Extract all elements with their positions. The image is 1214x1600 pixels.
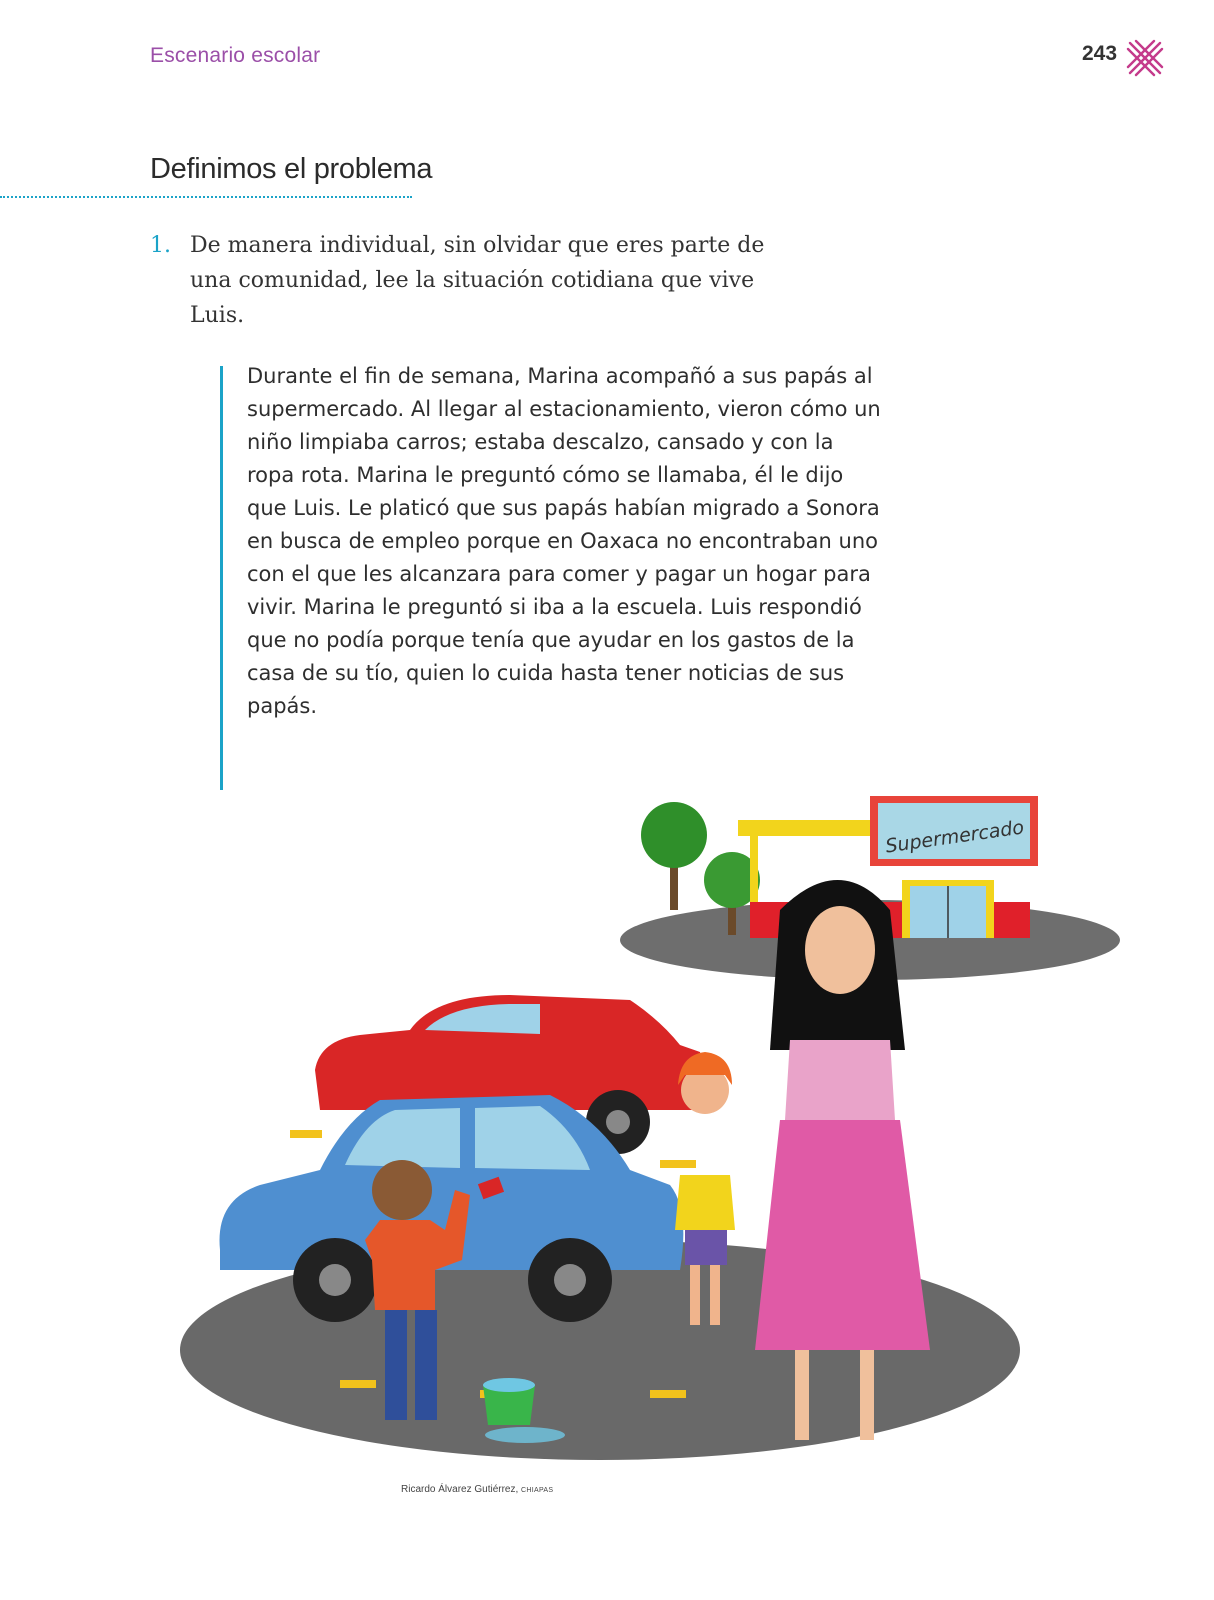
story-text: Durante el fin de semana, Marina acompañó a sus papás al supermercado. Al llegar al estacionamiento, vieron cómo un niño limpiaba carros; estaba descalzo, cansado y con la ropa rota. Marina le preguntó cómo se llamaba, él le dijo que Luis. Le platicó que sus papás habían migrado a Sonora en busca de empleo porque en Oaxaca no encontraban uno con el que les alcanzara para comer y pagar un hogar para vivir. Marina le preguntó si iba a la escuela. Luis respondió que no podía porque tenía que ayudar en los gastos de la casa de su tío, quien lo cuida hasta tener noticias de sus papás.	[247, 364, 881, 718]
section-title: Definimos el problema	[150, 153, 433, 185]
story-quote-bar	[220, 366, 223, 790]
parking-lot-illustration	[180, 790, 1140, 1490]
store-sign: Supermercado	[884, 816, 1026, 858]
illustration-credit	[401, 1484, 553, 1495]
title-divider	[0, 196, 412, 198]
woven-cross-icon	[1125, 38, 1165, 78]
credit-state: CHIAPAS	[521, 1487, 554, 1494]
tree-icon	[641, 802, 707, 868]
section-header: Escenario escolar	[150, 44, 321, 67]
activity-number: 1.	[150, 233, 171, 258]
activity-instruction: De manera individual, sin olvidar que eres parte de una comunidad, lee la situación cotidiana que vive Luis.	[190, 233, 765, 328]
page-number: 243	[1082, 42, 1118, 65]
boy-figure	[372, 1160, 432, 1220]
credit-name: Ricardo Álvarez Gutiérrez,	[401, 1484, 519, 1495]
